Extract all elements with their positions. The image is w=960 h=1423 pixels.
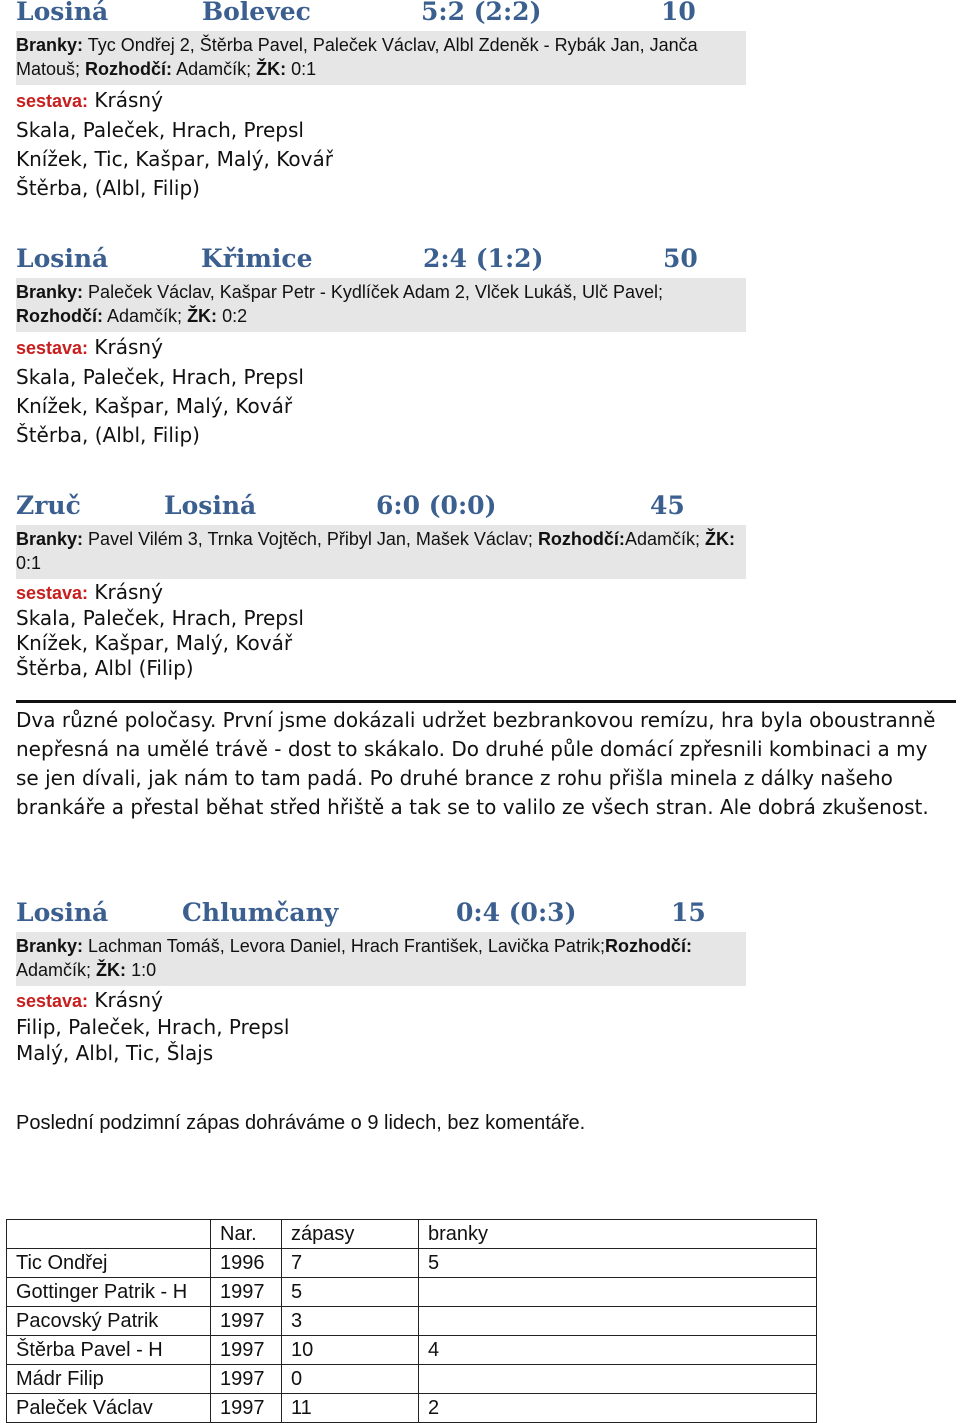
referee-text: Adamčík; (624, 529, 700, 549)
match-block (16, 491, 946, 681)
lineup-label: sestava: (16, 91, 89, 111)
divider (16, 700, 956, 703)
lineup-line: Skala, Paleček, Hrach, Prepsl (16, 606, 304, 630)
table-cell: Pacovský Patrik (7, 1307, 211, 1336)
points: 50 (663, 244, 698, 273)
table-cell: Mádr Filip (7, 1365, 211, 1394)
goals-label: Branky: (16, 529, 84, 549)
table-header-cell (7, 1220, 211, 1249)
table-row (7, 1249, 817, 1278)
goalkeeper: Krásný (94, 988, 163, 1012)
table-cell: 3 (282, 1307, 419, 1336)
match-block (16, 898, 946, 1066)
lineup-line: Skala, Paleček, Hrach, Prepsl (16, 365, 304, 389)
lineup (16, 580, 946, 681)
season-note: Poslední podzimní zápas dohráváme o 9 lidech, bez komentáře. (16, 1112, 586, 1134)
match-details (16, 278, 746, 332)
home-team: Losiná (16, 0, 109, 26)
lineup (16, 987, 946, 1066)
cards-label: ŽK: (187, 306, 218, 326)
home-team: Losiná (16, 898, 109, 927)
points: 15 (671, 898, 706, 927)
match-details (16, 525, 746, 579)
table-header-cell: zápasy (282, 1220, 419, 1249)
match-block (16, 244, 946, 450)
cards-label: ŽK: (96, 960, 127, 980)
table-cell (419, 1365, 817, 1394)
lineup-line: Štěrba, (Albl, Filip) (16, 423, 200, 447)
goals-text: Paleček Václav, Kašpar Petr - Kydlíček Adam 2, Vlček Lukáš, Ulč Pavel; (88, 282, 663, 302)
score: 2:4 (1:2) (423, 244, 544, 273)
lineup-line: Knížek, Kašpar, Malý, Kovář (16, 394, 293, 418)
match-details (16, 31, 746, 85)
points: 45 (650, 491, 685, 520)
match-header (16, 491, 946, 525)
home-team: Losiná (16, 244, 109, 273)
lineup-label: sestava: (16, 583, 89, 603)
table-cell: 5 (282, 1278, 419, 1307)
away-team: Bolevec (202, 0, 311, 26)
table-cell: 1996 (211, 1249, 282, 1278)
score: 5:2 (2:2) (421, 0, 542, 26)
referee-text: Adamčík; (16, 960, 92, 980)
lineup (16, 86, 946, 203)
referee-label: Rozhodčí: (16, 306, 103, 326)
cards-text: 0:1 (291, 59, 317, 79)
cards-text: 0:1 (16, 553, 42, 573)
goals-label: Branky: (16, 282, 84, 302)
goalkeeper: Krásný (94, 88, 163, 112)
referee-label: Rozhodčí: (604, 936, 692, 956)
away-team: Losiná (164, 491, 257, 520)
score: 0:4 (0:3) (456, 898, 577, 927)
table-cell: 1997 (211, 1336, 282, 1365)
points: 10 (661, 0, 696, 26)
referee-text: Adamčík; (176, 59, 252, 79)
table-cell (419, 1307, 817, 1336)
table-cell: 5 (419, 1249, 817, 1278)
goals-label: Branky: (16, 936, 84, 956)
lineup-line: Malý, Albl, Tic, Šlajs (16, 1041, 214, 1065)
goals-text: Pavel Vilém 3, Trnka Vojtěch, Přibyl Jan, Mašek Václav; (88, 529, 533, 549)
cards-label: ŽK: (256, 59, 287, 79)
table-cell: Gottinger Patrik - H (7, 1278, 211, 1307)
goalkeeper: Krásný (94, 335, 163, 359)
match-comment: Dva různé poločasy. První jsme dokázali udržet bezbrankovou remízu, hra byla oboustranně nepřesná na umělé trávě - dost to skákalo. Do druhé půle domácí zpřesnili kombinaci a my se jen dívali, jak nám to tam padá. Po druhé brance z rohu přišla minela z dálky našeho brankáře a přestal běhat střed hřiště a tak se to valilo ze všech stran. Ale dobrá zkušenost. (16, 708, 936, 819)
lineup-line: Knížek, Tic, Kašpar, Malý, Kovář (16, 147, 333, 171)
table-cell: 1997 (211, 1307, 282, 1336)
table-row (7, 1336, 817, 1365)
match-block (16, 0, 946, 203)
table-cell: Štěrba Pavel - H (7, 1336, 211, 1365)
table-cell: 4 (419, 1336, 817, 1365)
lineup-label: sestava: (16, 991, 89, 1011)
referee-label: Rozhodčí: (537, 529, 625, 549)
cards-label: ŽK: (704, 529, 735, 549)
player-stats-table (6, 1219, 817, 1423)
table-cell: 1997 (211, 1365, 282, 1394)
table-cell: 0 (282, 1365, 419, 1394)
goalkeeper: Krásný (94, 580, 163, 604)
table-cell (419, 1278, 817, 1307)
away-team: Chlumčany (182, 898, 339, 927)
match-header (16, 244, 946, 278)
match-header (16, 0, 946, 31)
lineup-line: Štěrba, Albl (Filip) (16, 656, 194, 680)
score: 6:0 (0:0) (376, 491, 497, 520)
match-header (16, 898, 946, 932)
lineup-label: sestava: (16, 338, 89, 358)
table-header-cell: branky (419, 1220, 817, 1249)
table-cell: 7 (282, 1249, 419, 1278)
table-cell: 1997 (211, 1278, 282, 1307)
table-header-cell: Nar. (211, 1220, 282, 1249)
goals-text: Lachman Tomáš, Levora Daniel, Hrach František, Lavička Patrik; (88, 936, 605, 956)
table-row (7, 1278, 817, 1307)
referee-label: Rozhodčí: (85, 59, 173, 79)
referee-text: Adamčík; (107, 306, 183, 326)
away-team: Křimice (201, 244, 313, 273)
table-cell: 2 (419, 1394, 817, 1423)
table-row (7, 1307, 817, 1336)
goals-label: Branky: (16, 35, 84, 55)
table-row (7, 1394, 817, 1423)
table-cell: 10 (282, 1336, 419, 1365)
table-cell: Tic Ondřej (7, 1249, 211, 1278)
table-header-row (7, 1220, 817, 1249)
match-details (16, 932, 746, 986)
lineup-line: Knížek, Kašpar, Malý, Kovář (16, 631, 293, 655)
cards-text: 1:0 (131, 960, 157, 980)
lineup (16, 333, 946, 450)
goals-text: Tyc Ondřej 2, Štěrba Pavel, Paleček Václav, Albl Zdeněk - Rybák Jan, Janča Matouš; (16, 35, 698, 79)
cards-text: 0:2 (222, 306, 248, 326)
lineup-line: Skala, Paleček, Hrach, Prepsl (16, 118, 304, 142)
table-row (7, 1365, 817, 1394)
home-team: Zruč (16, 491, 81, 520)
table-cell: Paleček Václav (7, 1394, 211, 1423)
lineup-line: Filip, Paleček, Hrach, Prepsl (16, 1015, 290, 1039)
table-cell: 11 (282, 1394, 419, 1423)
table-cell: 1997 (211, 1394, 282, 1423)
lineup-line: Štěrba, (Albl, Filip) (16, 176, 200, 200)
